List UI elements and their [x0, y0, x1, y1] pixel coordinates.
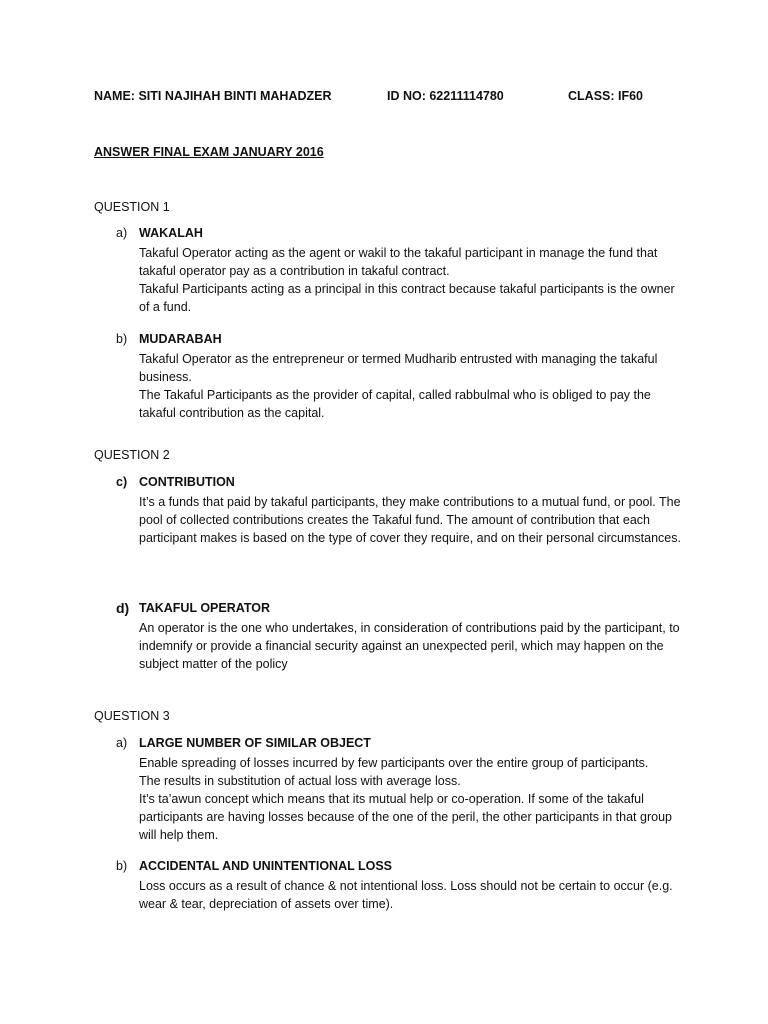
item-body	[139, 619, 684, 673]
item-title: LARGE NUMBER OF SIMILAR OBJECT	[139, 736, 371, 750]
question-2-heading: QUESTION 2	[94, 448, 170, 462]
paragraph: Takaful Operator as the entrepreneur or termed Mudharib entrusted with managing the takaful business.	[139, 352, 658, 384]
item-title: WAKALAH	[139, 226, 203, 240]
paragraph: The results in substitution of actual loss with average loss.	[139, 774, 461, 788]
paragraph: An operator is the one who undertakes, in consideration of contributions paid by the participant, to indemnify or provide a financial security against an unexpected peril, which may happen on the subject matter of the policy	[139, 621, 680, 671]
item-body	[139, 754, 684, 844]
student-name: NAME: SITI NAJIHAH BINTI MAHADZER	[94, 89, 332, 103]
paragraph: Takaful Participants acting as a principal in this contract because takaful participants is the owner of a fund.	[139, 282, 675, 314]
paragraph: Loss occurs as a result of chance & not intentional loss. Loss should not be certain to occur (e.g. wear & tear, depreciation of assets over time).	[139, 879, 673, 911]
item-title: TAKAFUL OPERATOR	[139, 601, 271, 615]
exam-title: ANSWER FINAL EXAM JANUARY 2016	[94, 145, 324, 159]
item-title: MUDARABAH	[139, 332, 222, 346]
paragraph: Enable spreading of losses incurred by few participants over the entire group of participants.	[139, 756, 649, 770]
question-1-heading: QUESTION 1	[94, 200, 170, 214]
item-letter: a)	[116, 736, 128, 750]
item-title: ACCIDENTAL AND UNINTENTIONAL LOSS	[139, 859, 393, 873]
paragraph: The Takaful Participants as the provider of capital, called rabbulmal who is obliged to pay the takaful contribution as the capital.	[139, 388, 651, 420]
item-letter: b)	[116, 859, 128, 873]
item-body	[139, 350, 684, 422]
item-body	[139, 244, 684, 316]
item-letter: d)	[116, 600, 130, 616]
item-title: CONTRIBUTION	[139, 475, 235, 489]
item-letter: a)	[116, 226, 128, 240]
question-3-heading: QUESTION 3	[94, 709, 170, 723]
paragraph: It’s a funds that paid by takaful participants, they make contributions to a mutual fund, or pool. The pool of collected contributions creates the Takaful fund. The amount of contribution that each participant makes is based on the type of cover they require, and on their personal circumstances.	[139, 495, 681, 545]
student-class: CLASS: IF60	[568, 89, 644, 103]
item-letter: b)	[116, 332, 128, 346]
paragraph: Takaful Operator acting as the agent or wakil to the takaful participant in manage the fund that takaful operator pay as a contribution in takaful contract.	[139, 246, 658, 278]
student-header	[94, 89, 714, 105]
item-body	[139, 877, 684, 913]
student-id: ID NO: 62211114780	[387, 89, 504, 103]
paragraph: It’s ta’awun concept which means that its mutual help or co-operation. If some of the takaful participants are having losses because of the one of the peril, the other participants in that group will help them.	[139, 792, 672, 842]
item-letter: c)	[116, 475, 128, 489]
item-body	[139, 493, 684, 547]
